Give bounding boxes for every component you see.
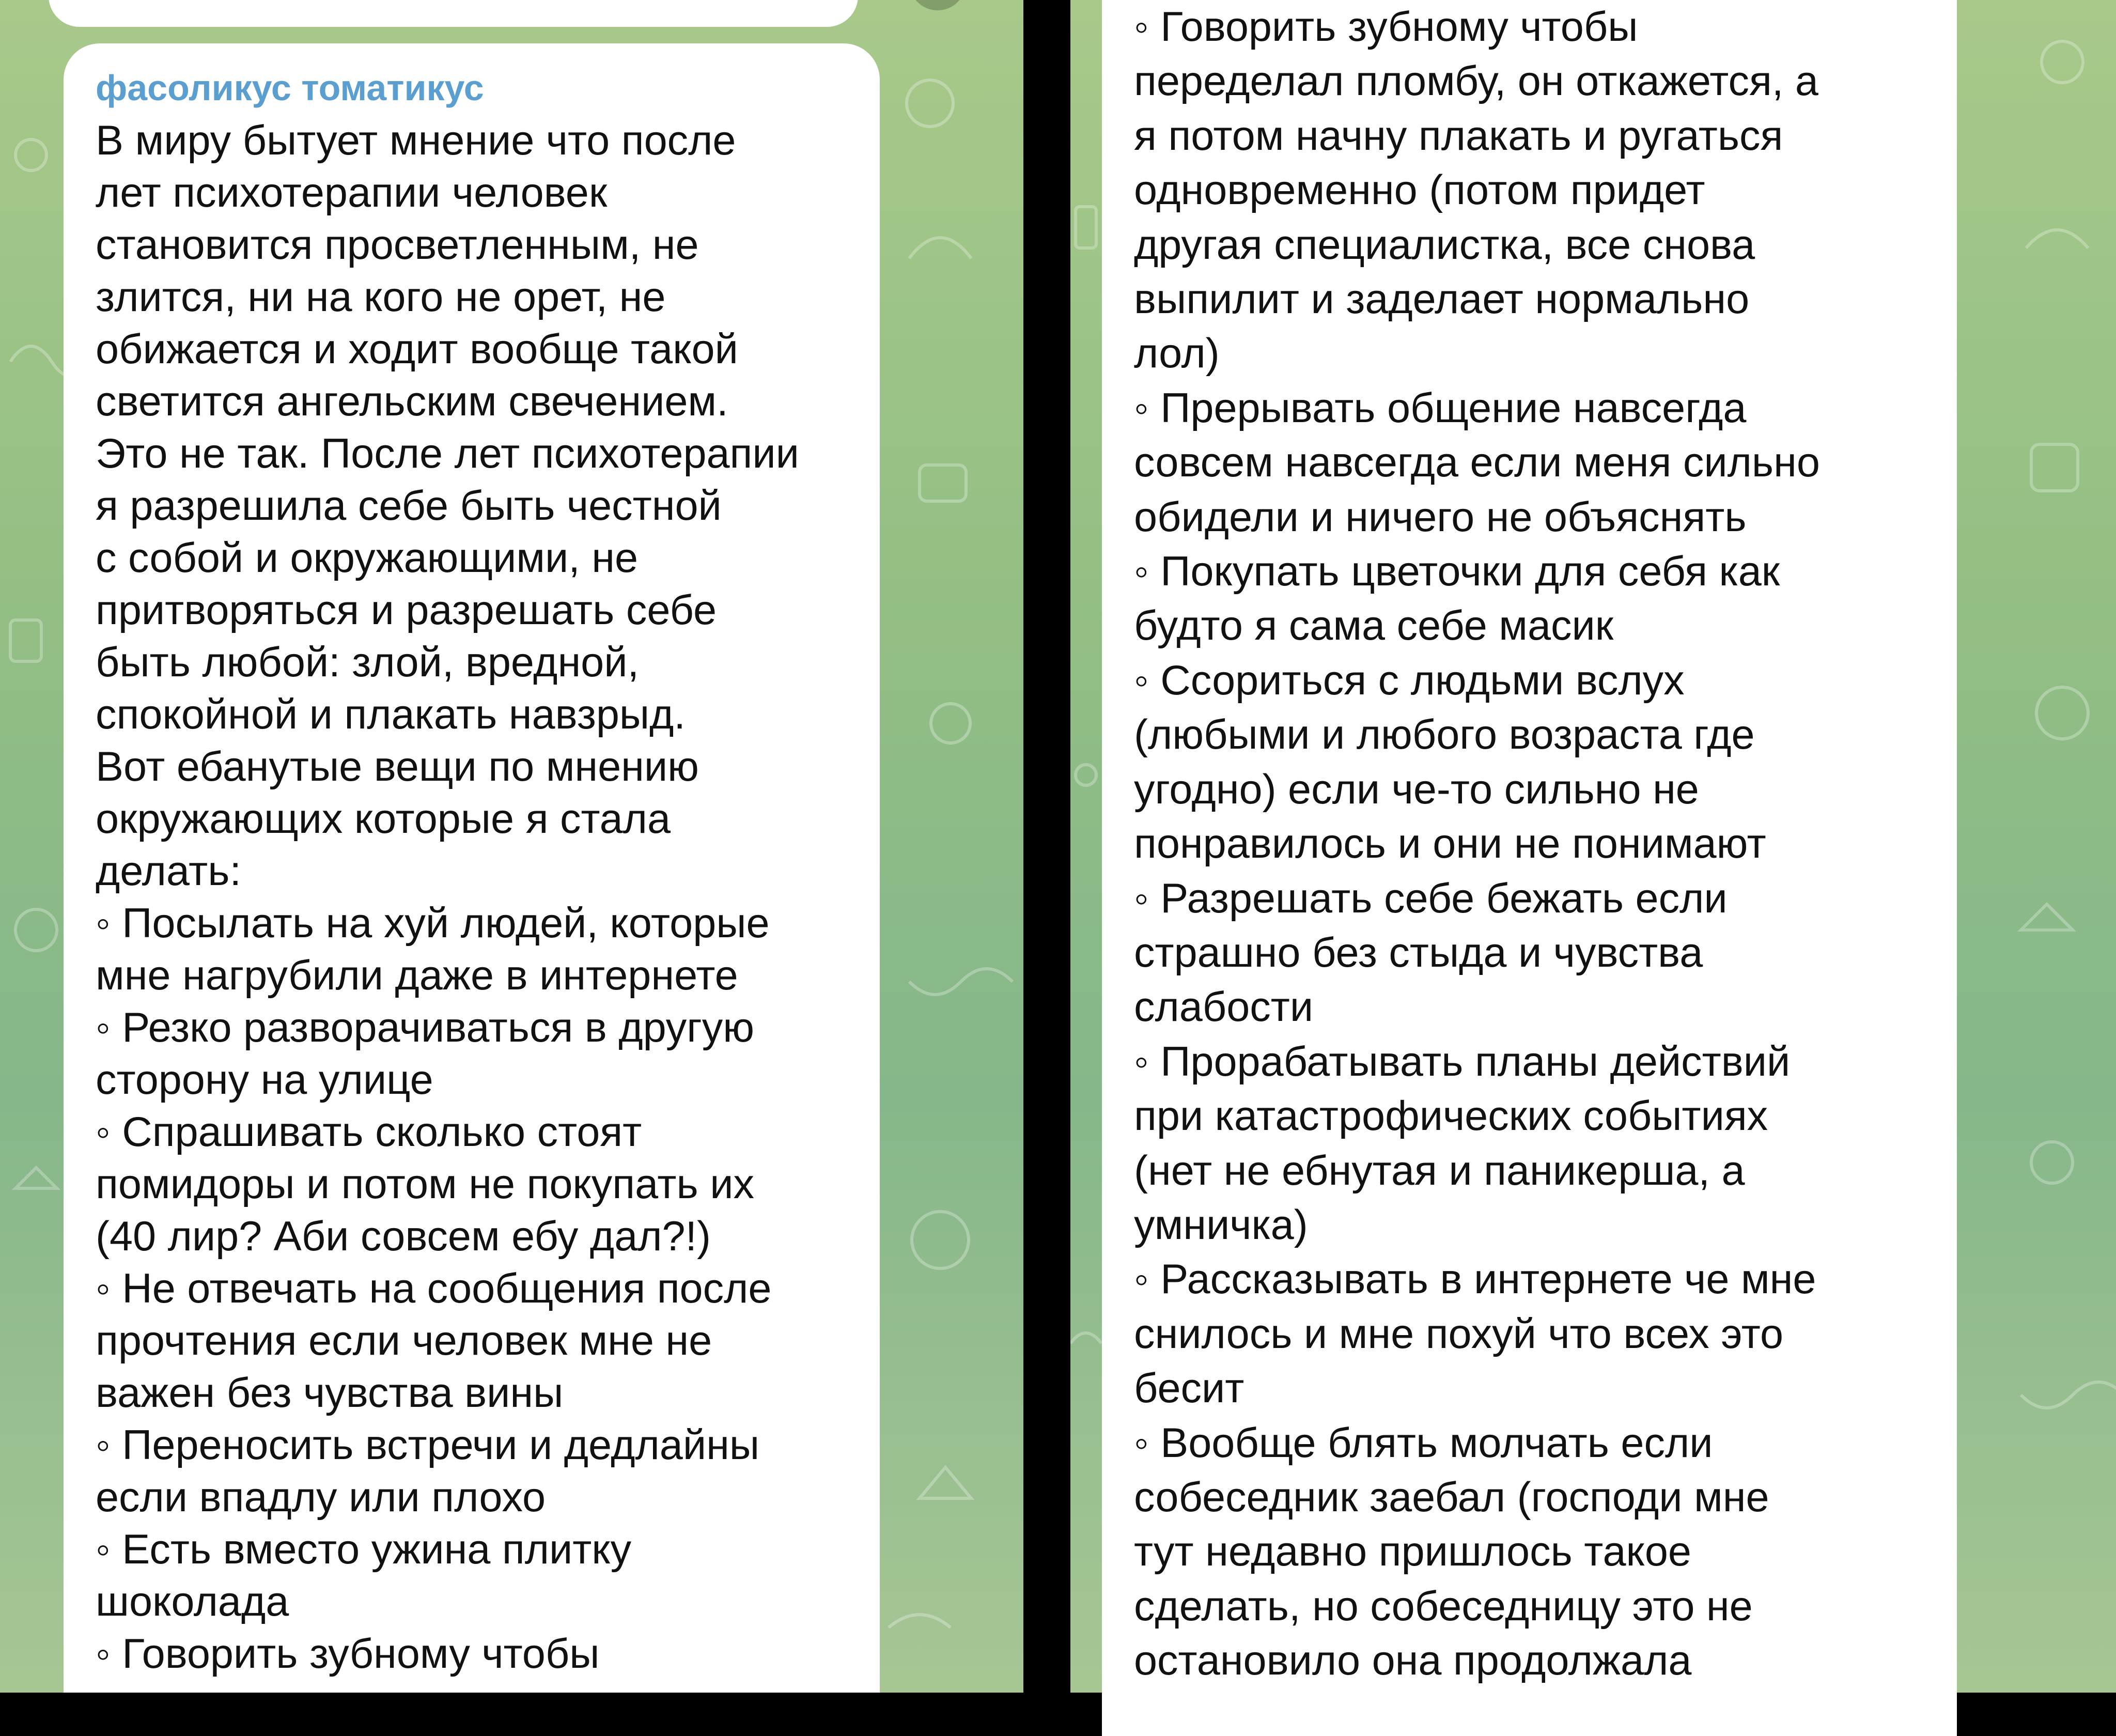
message-bubble[interactable] [64, 43, 880, 1693]
message-text: В миру бытует мнение что после лет психотерапии человек становится просветленным, не злится, ни на кого не орет, не обижается и ходит вообще такой светится ангельским свечением. Это не так. После лет психотерапии я разрешила себе быть честной с собой и окружающими, не притворяться и разрешать себе быть любой: злой, вредной, спокойной и плакать навзрыд. Вот ебанутые вещи по мнению окружающих которые я стала делать: ◦ Посылать на хуй людей, которые мне нагрубили даже в интернете ◦ Резко разворачиваться в другую сторону на улице ◦ Спрашивать сколько стоят помидоры и потом не покупать их (40 лир? Аби совсем ебу дал?!) ◦ Не отвечать на сообщения после прочтения если человек мне не важен без чувства вины ◦ Переносить встречи и дедлайны если впадлу или плохо ◦ Есть вместо ужина плитку шоколада ◦ Говорить зубному чтобы [96, 117, 799, 1677]
message-text-continued: ◦ Говорить зубному чтобы переделал пломбу, он откажется, а я потом начну плакать и ругаться одновременно (потом придет другая специалистка, все снова выпилит и заделает нормально лол) ◦ Прерывать общение навсегда совсем навсегда если меня сильно обидели и ничего не объяснять ◦ Покупать цветочки для себя как будто я сама себе масик ◦ Ссориться с людьми вслух (любыми и любого возраста где угодно) если че-то сильно не понравилось и они не понимают ◦ Разрешать себе бежать если страшно без стыда и чувства слабости ◦ Прорабатывать планы действий при катастрофических событиях (нет не ебнутая и паникерша, а умничка) ◦ Рассказывать в интернете че мне снилось и мне похуй что всех это бесит ◦ Вообще блять молчать если собеседник заебал (господи мне тут недавно пришлось такое сделать, но собеседницу это не остановило она продолжала [1134, 4, 1820, 1684]
sender-name[interactable]: фасоликус томатикус [96, 68, 484, 108]
message-bubble-continued[interactable] [1102, 0, 1957, 1736]
chat-panel-left[interactable] [0, 0, 1023, 1693]
previous-message-bubble[interactable] [49, 0, 858, 27]
